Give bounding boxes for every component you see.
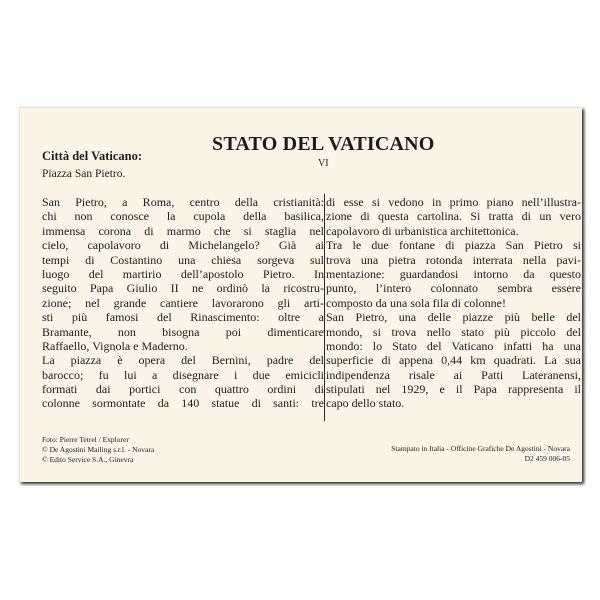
card-number: VI [318,158,329,169]
column-divider [324,194,325,421]
text-line: tempi di Costantino una chiesa sorgeva sul [42,252,324,267]
text-line: Raffaello, Vignola e Maderno. [42,338,188,353]
text-line: La piazza è opera del Bernini, padre del [42,353,324,368]
text-line: zione di questa cartolina. Si tratta di un vero [326,209,581,224]
text-column-right [326,195,581,411]
text-line: immensa corona di marmo che si staglia nel [42,223,324,238]
text-line: formati dai portici con quattro ordini di [42,382,324,397]
text-line: indipendenza risale ai Patti Lateranensi, [326,367,581,382]
text-line: seguito Papa Giulio II ne ordinò la ricostru- [42,281,324,296]
text-line: luogo del martirio dell’apostolo Pietro. In [42,266,324,281]
photo-credit: Foto: Pierre Tetrel / Explorer [42,435,129,444]
text-line: capo dello stato. [326,396,405,411]
text-line: composto da una sola fila di colonne! [326,295,506,310]
text-line: zione; nel grande cantiere lavorarono gli arti- [42,295,324,310]
subject-caption: Piazza San Pietro. [42,168,126,180]
product-code: D2 459 006-05 [524,454,570,463]
location-heading: Città del Vaticano: [42,149,142,163]
photo-credits [42,435,154,465]
printer-info [391,444,570,464]
text-line: Bramante, non bisogna poi dimenticare [42,324,324,339]
text-line: sti più famosi del Rinascimento: oltre a [42,310,324,325]
card-title: STATO DEL VATICANO [212,133,435,155]
text-line: cielo, capolavoro di Michelangelo? Già ai [42,238,324,253]
text-line: stipulati nel 1929, e il Papa rappresenta il [326,382,581,397]
text-line: San Pietro, a Roma, centro della cristianità: [42,195,324,209]
copyright-line: © Edito Service S.A., Ginevra [42,455,134,464]
text-line: superficie di appena 0,44 km quadrati. La sua [326,353,581,368]
postcard-back [19,107,582,482]
text-line: di esse si vedono in primo piano nell’illustra- [326,195,581,209]
text-line: mentazione: guardandosi intorno da questo [326,266,581,281]
text-line: colonne sormontate da 140 statue di santi: tre [42,396,324,411]
copyright-line: © De Agostini Mailing s.r.l. - Novara [42,445,155,454]
text-line: barocco; fu lui a disegnare i due emicicli [42,367,324,382]
printer-line: Stampato in Italia - Officine Grafiche De Agostini - Novara [391,444,570,453]
text-column-left [42,195,324,411]
text-line: trova una pietra rotonda interrata nella pavi- [326,252,581,267]
text-line: Tra le due fontane di piazza San Pietro si [326,238,581,253]
text-line: mondo, si trova nello stato più piccolo del [326,324,581,339]
text-line: punto, l’intero colonnato sembra essere [326,281,581,296]
text-line: chi non conosce la cupola della basilica, [42,209,324,224]
text-line: capolavoro di urbanistica architettonica. [326,223,519,238]
text-line: mondo: lo Stato del Vaticano infatti ha una [326,338,581,353]
text-line: San Pietro, una delle piazze più belle del [326,310,581,325]
